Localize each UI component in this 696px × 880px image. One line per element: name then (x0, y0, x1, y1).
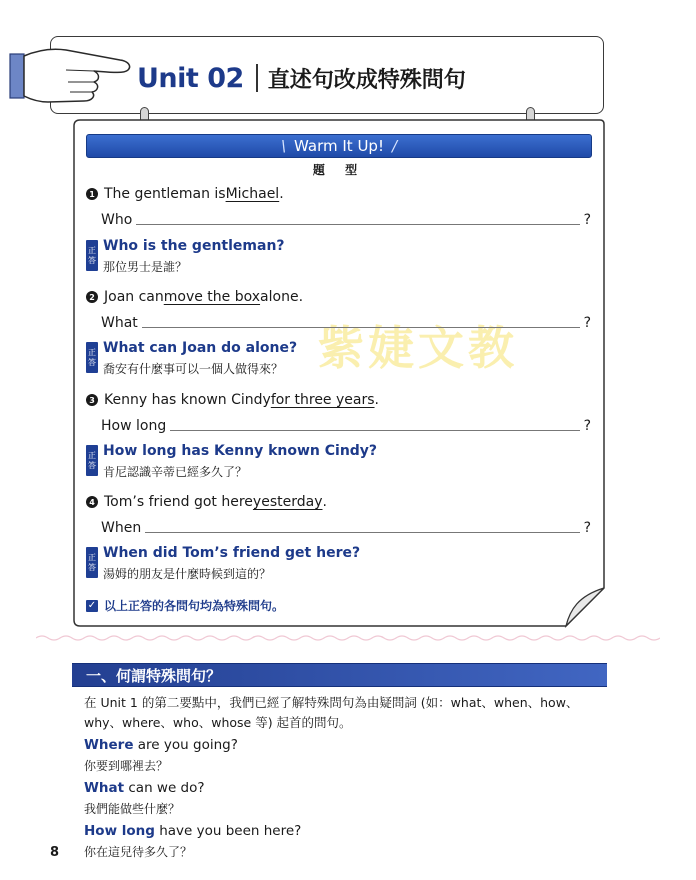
answer-2-chinese: 喬安有什麼事可以一個人做得來？ (103, 362, 284, 376)
answer-badge (86, 547, 98, 578)
sentence-underlined-text: Michael (225, 186, 280, 202)
question-3-answer-line (101, 418, 591, 434)
sentence-text: . (322, 494, 327, 510)
answer-badge-char: 正 (88, 450, 96, 460)
question-mark: ? (583, 418, 591, 434)
question-number: 1 (86, 188, 98, 200)
answer-2-english: What can Joan do alone? (103, 340, 298, 356)
example-rest: can we do? (124, 780, 205, 796)
example-rest: are you going? (133, 737, 238, 753)
sentence-underlined-text: for three years (270, 392, 375, 408)
example-3-chinese: 你在這兒待多久了？ (84, 845, 193, 859)
question-3-sentence (86, 392, 379, 408)
answer-4-english: When did Tom’s friend get here? (103, 545, 361, 561)
wavy-divider (36, 634, 660, 642)
question-2-sentence (86, 289, 303, 305)
sentence-text: Kenny has known Cindy (104, 392, 271, 408)
answer-1-english: Who is the gentleman? (103, 238, 285, 254)
answer-badge-char: 答 (88, 255, 96, 265)
question-number: 2 (86, 291, 98, 303)
example-3-english (84, 823, 301, 839)
example-wh-word: What (84, 780, 125, 796)
unit-title: 直述句改成特殊問句 (267, 67, 466, 93)
answer-1-chinese: 那位男士是誰？ (103, 260, 188, 274)
question-mark: ? (583, 212, 591, 228)
sentence-text: . (374, 392, 379, 408)
blank-prefix: How long (101, 418, 167, 434)
question-4-sentence (86, 494, 327, 510)
answer-4-chinese: 湯姆的朋友是什麼時候到這的？ (103, 567, 272, 581)
unit-number: Unit 02 (137, 62, 244, 94)
sentence-text: The gentleman is (104, 186, 226, 202)
example-rest: have you been here? (154, 823, 302, 839)
answer-badge-char: 正 (88, 245, 96, 255)
answer-badge (86, 240, 98, 271)
sentence-text: . (279, 186, 284, 202)
example-2-english (84, 780, 205, 796)
warm-up-banner-label: Warm It Up! (294, 137, 384, 155)
example-wh-word: Where (84, 737, 134, 753)
answer-badge (86, 342, 98, 373)
question-1-answer-line (101, 212, 591, 228)
checkbox-checked-icon: ✓ (87, 600, 97, 611)
sentence-text: alone. (260, 289, 304, 305)
question-mark: ? (583, 315, 591, 331)
question-number: 3 (86, 394, 98, 406)
section-1-heading: 一、何謂特殊問句？ (72, 663, 607, 687)
section-1-paragraph: 在 Unit 1 的第二要點中，我們已經了解特殊問句為由疑問詞 (如：what、when、how、why、where、who、whose 等) 起首的問句。 (84, 695, 579, 730)
example-1-english (84, 737, 238, 753)
banner-slash-right: / (391, 137, 398, 155)
answer-badge-char: 答 (88, 357, 96, 367)
example-wh-word: How long (84, 823, 155, 839)
page-number: 8 (50, 845, 60, 860)
question-4-answer-line (101, 520, 591, 536)
answer-badge-char: 正 (88, 347, 96, 357)
blank-prefix: Who (101, 212, 133, 228)
answer-blank[interactable] (136, 224, 579, 225)
question-2-answer-line (101, 315, 591, 331)
watermark: 紫婕文教 (318, 321, 518, 375)
sentence-underlined-text: move the box (163, 289, 261, 305)
blank-prefix: What (101, 315, 138, 331)
special-question-note (86, 597, 284, 614)
answer-badge (86, 445, 98, 476)
answer-blank[interactable] (145, 532, 579, 533)
answer-blank[interactable] (170, 430, 579, 431)
answer-3-english: How long has Kenny known Cindy? (103, 443, 378, 459)
answer-badge-char: 正 (88, 552, 96, 562)
answer-3-chinese: 肯尼認識辛蒂已經多久了？ (103, 465, 248, 479)
sentence-text: Tom’s friend got here (104, 494, 253, 510)
answer-badge-char: 答 (88, 562, 96, 572)
question-1-sentence (86, 186, 284, 202)
example-1-chinese: 你要到哪裡去？ (84, 759, 169, 773)
answer-blank[interactable] (142, 327, 580, 328)
question-mark: ? (583, 520, 591, 536)
blank-prefix: When (101, 520, 142, 536)
banner-slash-left: \ (280, 137, 287, 155)
note-text: 以上正答的各問句均為特殊問句。 (104, 599, 285, 613)
sentence-underlined-text: yesterday (252, 494, 323, 510)
example-2-chinese: 我們能做些什麼？ (84, 802, 181, 816)
warm-up-banner (86, 134, 592, 158)
question-type-heading: 題 型 (312, 163, 366, 177)
sentence-text: Joan can (104, 289, 164, 305)
question-number: 4 (86, 496, 98, 508)
answer-badge-char: 答 (88, 460, 96, 470)
